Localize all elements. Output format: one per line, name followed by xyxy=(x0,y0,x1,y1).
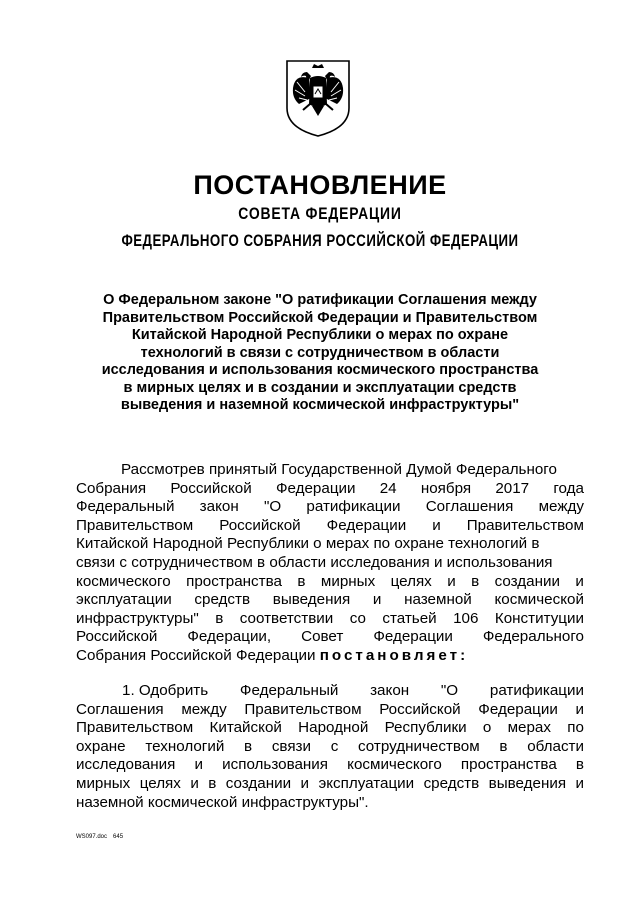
word: в xyxy=(215,609,224,627)
text-line xyxy=(76,628,584,647)
word: и xyxy=(575,774,584,792)
word: в xyxy=(499,737,508,755)
word: космического xyxy=(76,572,171,590)
text-line: наземной космической инфраструктуры". xyxy=(76,793,369,811)
word: и xyxy=(575,572,584,590)
file-code: WS097.doc xyxy=(76,834,108,840)
word: охране xyxy=(76,737,126,755)
text-line xyxy=(76,610,584,629)
word: пространства xyxy=(186,572,282,590)
word: Федеральный xyxy=(239,682,339,699)
word: и xyxy=(194,756,204,774)
word: Соглашения xyxy=(425,498,514,516)
word: соответствии xyxy=(239,609,334,627)
word: космического xyxy=(347,756,442,774)
word: наземной xyxy=(404,591,472,609)
word: и xyxy=(447,572,456,590)
word: мирных xyxy=(320,572,376,590)
file-number: 645 xyxy=(113,834,124,840)
word: по xyxy=(567,719,584,737)
word: и xyxy=(575,700,584,718)
word: сотрудничеством xyxy=(358,737,480,755)
word: в xyxy=(471,572,480,590)
word: Российской xyxy=(219,516,301,534)
resolution-verb: постановляет: xyxy=(319,646,469,664)
word: Совет xyxy=(301,628,344,646)
word: закон xyxy=(370,682,410,699)
word: Российской xyxy=(170,479,252,497)
word: в xyxy=(208,774,217,792)
word: Китайской xyxy=(209,719,282,737)
text-line xyxy=(76,775,584,794)
word: Соглашения xyxy=(76,700,164,718)
word: и xyxy=(372,591,382,609)
word: целях xyxy=(139,774,181,792)
word: Правительством xyxy=(466,516,584,534)
word: эксплуатации xyxy=(318,774,415,792)
word: и xyxy=(300,774,310,792)
word: Федерации, xyxy=(187,628,272,646)
subject-line: технологий в связи с сотрудничеством в области xyxy=(140,344,500,361)
text-line xyxy=(76,517,584,536)
word: между xyxy=(181,700,227,718)
word: исследования xyxy=(76,756,176,774)
word: Федерации xyxy=(478,700,558,718)
word: Правительством xyxy=(244,700,362,718)
word: между xyxy=(538,498,584,516)
document-footer xyxy=(76,834,129,840)
word: создании xyxy=(225,774,292,792)
word: в xyxy=(244,737,253,755)
word: Федерации xyxy=(326,516,407,534)
word: статьей xyxy=(382,609,437,627)
word: выведения xyxy=(272,591,351,609)
word: года xyxy=(553,479,584,497)
word: ратификации xyxy=(306,498,401,516)
document-title: ПОСТАНОВЛЕНИЕ xyxy=(193,170,447,200)
word: Конституции xyxy=(494,609,584,627)
word: создании xyxy=(494,572,560,590)
word: выведения xyxy=(488,774,567,792)
word: ратификации xyxy=(489,682,584,699)
word: закон xyxy=(199,498,239,516)
word: технологий xyxy=(145,737,225,755)
word: Республики xyxy=(384,719,467,737)
subject-line: исследования и использования космического пространства xyxy=(101,362,539,378)
word: мирных xyxy=(76,774,131,792)
text-line: Китайской Народной Республики о мерах по охране технологий в xyxy=(76,535,540,553)
word: о xyxy=(482,719,492,737)
word: Правительством xyxy=(76,516,194,534)
text-line xyxy=(76,738,584,757)
text-line xyxy=(76,756,584,775)
subject-line: О Федеральном законе "О ратификации Соглашения между xyxy=(103,292,537,308)
subject-line: Китайской Народной Республики о мерах по охране xyxy=(131,327,509,343)
text-line xyxy=(76,573,584,592)
word: 106 xyxy=(453,609,479,627)
word: Федерации xyxy=(275,479,356,497)
word: в xyxy=(575,756,584,774)
word: мерах xyxy=(507,719,551,737)
word: Российской xyxy=(379,700,461,718)
document-subject xyxy=(66,292,574,415)
text-line xyxy=(76,682,584,701)
word: инфраструктуры" xyxy=(76,609,199,627)
word: Российской xyxy=(76,628,158,646)
word: пространства xyxy=(460,756,557,774)
word: целях xyxy=(390,572,432,590)
word: и xyxy=(432,516,441,534)
subject-line: Правительством Российской Федерации и Правительством xyxy=(102,309,538,326)
word: использования xyxy=(222,756,329,774)
word: Федеральный xyxy=(76,498,175,516)
text-fragment: Собрания Российской Федерации xyxy=(76,646,320,664)
word: космической xyxy=(494,591,584,609)
word: области xyxy=(527,737,584,755)
word: 24 xyxy=(379,479,397,497)
text-line: Рассмотрев принятый Государственной Думой Федерального xyxy=(121,461,557,478)
preamble-paragraph xyxy=(76,461,584,666)
word: в xyxy=(297,572,306,590)
text-line: связи с сотрудничеством в области исследования и использования xyxy=(76,553,553,571)
item-1-paragraph xyxy=(76,682,584,812)
word: "О xyxy=(263,498,282,516)
coat-of-arms-icon xyxy=(283,58,353,138)
text-line xyxy=(76,480,584,499)
word: со xyxy=(349,609,366,627)
word: ноября xyxy=(420,479,472,497)
subject-line: выведения и наземной космической инфраструктуры" xyxy=(120,397,520,413)
word: эксплуатации xyxy=(76,591,172,609)
word: Собрания xyxy=(76,479,147,497)
text-line xyxy=(76,719,584,738)
word: и xyxy=(190,774,199,792)
word: Федерального xyxy=(482,628,584,646)
word: 1. Одобрить xyxy=(122,682,209,699)
word: Народной xyxy=(298,719,369,737)
word: средств xyxy=(194,591,251,609)
word: Федерации xyxy=(373,628,453,646)
text-line xyxy=(76,591,584,610)
text-line xyxy=(76,498,584,517)
document-subtitle-assembly: ФЕДЕРАЛЬНОГО СОБРАНИЯ РОССИЙСКОЙ ФЕДЕРАЦИИ xyxy=(121,231,519,250)
text-line xyxy=(76,647,584,666)
word: связи xyxy=(271,737,311,755)
word: с xyxy=(330,737,339,755)
text-line xyxy=(76,701,584,720)
word: 2017 xyxy=(495,479,530,497)
word: "О xyxy=(440,682,459,699)
word: средств xyxy=(423,774,480,792)
word: Правительством xyxy=(76,719,194,737)
document-subtitle-council: СОВЕТА ФЕДЕРАЦИИ xyxy=(238,204,402,223)
subject-line: в мирных целях и в создании и эксплуатации средств xyxy=(123,379,517,396)
